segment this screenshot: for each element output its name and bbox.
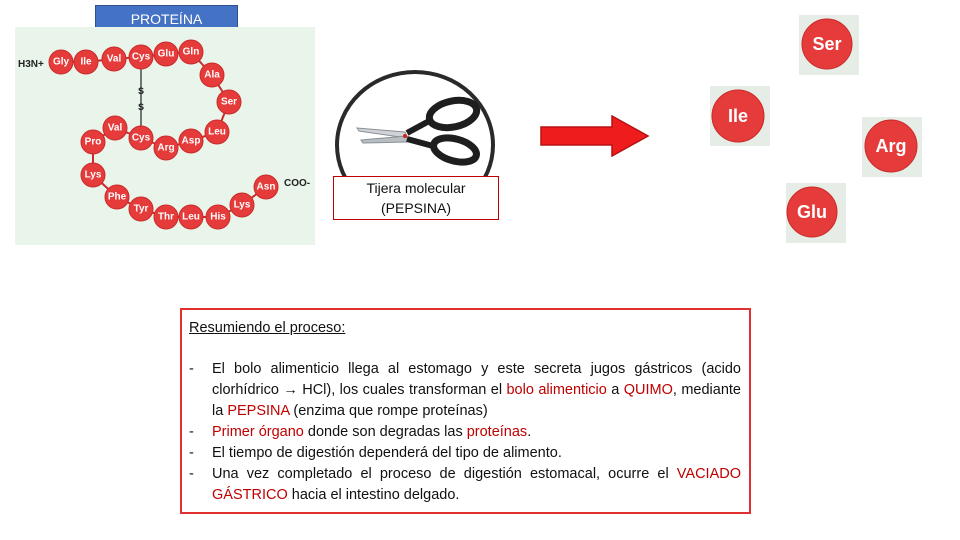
svg-text:Tyr: Tyr <box>133 203 149 215</box>
c-terminus-label: COO- <box>284 178 311 189</box>
n-terminus-label: H3N+ <box>18 59 44 70</box>
svg-text:Ile: Ile <box>80 56 92 68</box>
protein-title: PROTEÍNA <box>95 5 238 33</box>
svg-text:Asp: Asp <box>181 135 201 147</box>
bullet-dash: - <box>189 445 194 461</box>
highlight-vaciado-gastrico: VACIADO GÁSTRICO <box>212 466 741 503</box>
svg-text:Leu: Leu <box>208 126 226 138</box>
residue-his <box>206 205 230 229</box>
amino-acid-ser-label: Ser <box>812 34 842 54</box>
residue-leu <box>205 120 229 144</box>
scissors-label-line1: Tijera molecular <box>366 180 466 196</box>
residue-gln <box>179 40 203 64</box>
residue-ser <box>217 90 241 114</box>
right-arrow-icon <box>540 115 650 162</box>
svg-text:Thr: Thr <box>157 211 175 223</box>
summary-item-2: - Primer órgano donde son degradas las proteínas. <box>189 422 741 443</box>
svg-text:Lys: Lys <box>84 169 102 181</box>
residue-gly <box>49 50 73 74</box>
residue-phe <box>105 185 129 209</box>
protein-chain-svg <box>15 27 315 245</box>
amino-acid-arg-label: Arg <box>875 136 907 156</box>
summary-heading: Resumiendo el proceso: <box>189 320 346 336</box>
summary-item-4: - Una vez completado el proceso de digestión estomacal, ocurre el VACIADO GÁSTRICO hacia el intestino delgado. <box>189 466 741 503</box>
residue-cys <box>129 126 153 150</box>
highlight-proteinas: proteínas <box>466 424 528 440</box>
svg-text:Arg: Arg <box>157 142 175 154</box>
highlight-primer-organo: Primer órgano <box>212 424 304 440</box>
summary-box <box>180 308 751 514</box>
amino-acid-arg <box>862 117 922 182</box>
amino-acid-glu-label: Glu <box>797 202 827 222</box>
residue-lys <box>81 163 105 187</box>
protein-chain-diagram <box>15 27 315 245</box>
svg-text:Lys: Lys <box>233 199 251 211</box>
svg-text:Phe: Phe <box>107 191 127 203</box>
summary-list <box>189 359 741 506</box>
svg-text:Pro: Pro <box>84 136 102 148</box>
residue-ala <box>200 63 224 87</box>
svg-text:Cys: Cys <box>131 132 151 144</box>
svg-text:Glu: Glu <box>157 48 175 60</box>
disulfide-s2: S <box>137 102 145 112</box>
residue-pro <box>81 130 105 154</box>
residue-val <box>102 47 126 71</box>
svg-text:Leu: Leu <box>182 211 200 223</box>
summary-item-1: - El bolo alimenticio llega al estomago y este secreta jugos gástricos (acido clorhídrico → HCl), los cuales transforman el bolo alimenticio a QUIMO, mediante la PEPSINA (enzima que rompe proteínas) <box>189 361 741 419</box>
svg-text:Ser: Ser <box>220 96 238 108</box>
bullet-dash: - <box>189 361 194 377</box>
residue-ile <box>74 50 98 74</box>
residue-cys <box>129 45 153 69</box>
summary-item-3: - El tiempo de digestión dependerá del tipo de alimento. <box>189 443 741 464</box>
svg-text:Ala: Ala <box>204 69 220 81</box>
amino-acid-glu <box>786 183 846 248</box>
svg-text:Val: Val <box>106 53 122 65</box>
residue-leu <box>179 205 203 229</box>
svg-text:Cys: Cys <box>131 51 151 63</box>
scissors-label-line2: (PEPSINA) <box>380 200 451 216</box>
residue-arg <box>154 136 178 160</box>
residue-lys <box>230 193 254 217</box>
svg-text:Gly: Gly <box>52 56 70 68</box>
highlight-pepsina: PEPSINA <box>227 403 290 419</box>
residue-tyr <box>129 197 153 221</box>
bullet-dash: - <box>189 424 194 440</box>
amino-acid-ile-label: Ile <box>727 106 749 126</box>
svg-text:Asn: Asn <box>256 181 276 193</box>
scissors-label <box>333 176 499 220</box>
bullet-dash: - <box>189 466 194 482</box>
disulfide-s1: S <box>137 86 145 96</box>
residue-val <box>103 116 127 140</box>
residue-thr <box>154 205 178 229</box>
svg-text:Val: Val <box>107 122 123 134</box>
arrow-icon: → <box>283 382 298 398</box>
residue-asn <box>254 175 278 199</box>
svg-text:His: His <box>210 211 226 223</box>
highlight-bolo: bolo alimenticio <box>506 382 607 398</box>
amino-acid-ser <box>799 15 859 80</box>
svg-text:Gln: Gln <box>182 46 200 58</box>
amino-acid-ile <box>710 86 770 151</box>
residue-asp <box>179 129 203 153</box>
highlight-quimo: QUIMO <box>623 382 673 398</box>
residue-glu <box>154 42 178 66</box>
